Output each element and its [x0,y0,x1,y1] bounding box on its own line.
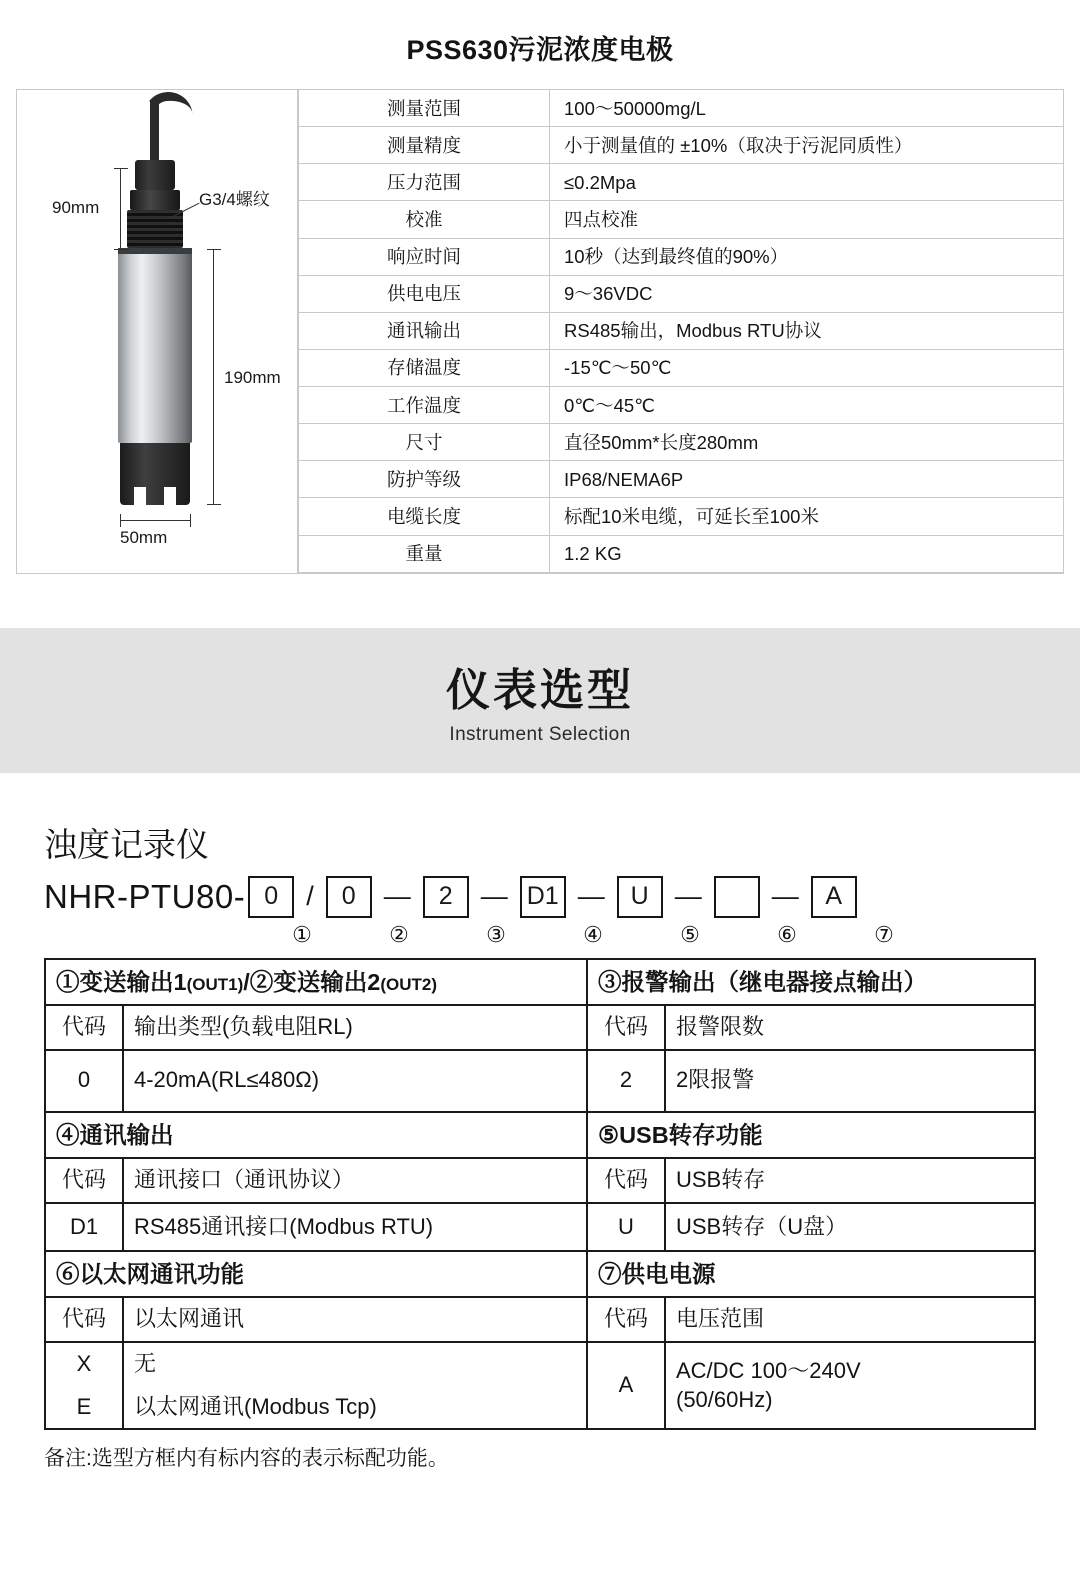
spec-value: 1.2 KG [550,535,1064,572]
out12-header-text: ①变送输出1 [56,968,187,995]
spec-key: 校准 [299,201,550,238]
eth-code-1: X [45,1342,123,1386]
separator-3: — [480,881,508,912]
out12-header [45,959,587,1006]
table-row [299,275,1064,312]
code-box-2[interactable]: 0 [326,876,372,918]
dim-90mm-line [120,168,121,250]
table-row [299,349,1064,386]
power-value-line1: AC/DC 100～240V [676,1358,861,1384]
out-value: 4-20mA(RL≤480Ω) [123,1050,587,1112]
table-row [299,201,1064,238]
spec-key: 工作温度 [299,387,550,424]
spec-value: IP68/NEMA6P [550,461,1064,498]
eth-value-1: 无 [123,1342,587,1386]
table-row [299,238,1064,275]
table-row [299,312,1064,349]
spec-key: 防护等级 [299,461,550,498]
code-index-7: ⑦ [874,921,894,947]
table-row [299,498,1064,535]
code-index-1: ① [292,921,312,947]
spec-key: 响应时间 [299,238,550,275]
code-index-6: ⑥ [777,921,797,947]
alarm-header: ③报警输出（继电器接点输出） [587,959,1035,1006]
table-row [45,1050,1035,1112]
model-prefix: NHR-PTU80- [44,877,246,915]
probe-illustration [17,90,297,560]
spec-value: 0℃～45℃ [550,387,1064,424]
probe-tip-slot-icon [134,487,146,505]
table-row [299,424,1064,461]
code-index-5: ⑤ [680,921,700,947]
spec-key: 存储温度 [299,349,550,386]
usb-sub-header: USB转存 [665,1158,1035,1203]
out1-sub: (OUT1) [186,974,244,994]
table-row [45,1158,1035,1203]
table-row [45,1342,1035,1386]
dim-190mm-label: 190mm [224,368,281,387]
selection-note: 备注:选型方框内有标内容的表示标配功能。 [44,1447,449,1471]
product-drawing [17,90,298,573]
separator-6: — [771,881,799,912]
band-title-en: Instrument Selection [449,724,631,746]
table-row [299,127,1064,164]
spec-panel [16,89,1064,574]
out-type-header: 输出类型(负载电阻RL) [123,1005,587,1050]
table-row [45,1203,1035,1251]
probe-body-icon [118,248,192,443]
spec-key: 重量 [299,535,550,572]
col-code-label-1: 代码 [45,1005,123,1050]
code-box-7[interactable]: A [811,876,857,918]
table-row [299,90,1064,127]
dim-90mm-tick-bottom [114,249,128,250]
table-row [299,535,1064,572]
dim-50mm-tick-right [190,514,191,527]
model-selection-section [0,819,1080,1473]
alarm-code: 2 [587,1050,665,1112]
probe-tip-slot-icon [164,487,176,505]
power-sub-header: 电压范围 [665,1297,1035,1342]
product-spec-section [0,0,1080,574]
comm-code: D1 [45,1203,123,1251]
out2-sub: (OUT2) [380,974,438,994]
separator-4: — [577,881,605,912]
page-title: PSS630污泥浓度电极 [406,35,674,65]
table-row [45,1251,1035,1298]
code-index-4: ④ [583,921,603,947]
code-box-4[interactable]: D1 [520,876,566,918]
table-row [299,461,1064,498]
band-title-cn: 仪表选型 [446,666,634,716]
comm-header: ④通讯输出 [45,1112,587,1159]
spec-key: 测量精度 [299,127,550,164]
spec-value: 标配10米电缆，可延长至100米 [550,498,1064,535]
spec-key: 供电电压 [299,275,550,312]
thread-label: G3/4螺纹 [199,190,270,209]
table-row [45,959,1035,1006]
alarm-limit-header: 报警限数 [665,1005,1035,1050]
separator-1: / [306,881,314,912]
device-name: 浊度记录仪 [44,825,209,863]
power-value-line2: (50/60Hz) [676,1386,773,1412]
table-row [45,1112,1035,1159]
code-box-6[interactable] [714,876,760,918]
spec-value: -15℃～50℃ [550,349,1064,386]
eth-value-2: 以太网通讯(Modbus Tcp) [123,1386,587,1430]
spec-table [298,90,1063,573]
code-box-5[interactable]: U [617,876,663,918]
spec-value: 小于测量值的 ±10%（取决于污泥同质性） [550,127,1064,164]
usb-code: U [587,1203,665,1251]
code-box-1[interactable]: 0 [248,876,294,918]
code-index-3: ③ [486,921,506,947]
cable-gland-lower-icon [130,190,180,210]
spec-value: 9～36VDC [550,275,1064,312]
dim-190mm-tick-bottom [207,504,221,505]
comm-iface-header: 通讯接口（通讯协议） [123,1158,587,1203]
separator-2: — [383,881,411,912]
code-index-2: ② [389,921,409,947]
power-code: A [587,1342,665,1429]
table-row [45,1005,1035,1050]
col-code-label-5: 代码 [45,1297,123,1342]
dim-190mm-line [213,249,214,505]
spec-key: 尺寸 [299,424,550,461]
model-code-row [44,876,1036,918]
col-code-label-6: 代码 [587,1297,665,1342]
section-band [0,628,1080,773]
spec-value: 10秒（达到最终值的90%） [550,238,1064,275]
power-header: ⑦供电电源 [587,1251,1035,1298]
spec-value: RS485输出，Modbus RTU协议 [550,312,1064,349]
spec-value: 100～50000mg/L [550,90,1064,127]
spec-key: 通讯输出 [299,312,550,349]
out2-header-text: /②变送输出2 [243,968,381,995]
col-code-label-4: 代码 [587,1158,665,1203]
usb-header: ⑤USB转存功能 [587,1112,1035,1159]
out-code: 0 [45,1050,123,1112]
usb-value: USB转存（U盘） [665,1203,1035,1251]
spec-value: 直径50mm*长度280mm [550,424,1064,461]
separator-5: — [674,881,702,912]
code-box-3[interactable]: 2 [423,876,469,918]
power-value [665,1342,1035,1429]
dim-50mm-line [120,520,190,521]
eth-code-2: E [45,1386,123,1430]
dim-50mm-tick-left [120,514,121,527]
dim-190mm-tick-top [207,249,221,250]
probe-tip-icon [120,443,190,505]
spec-key: 电缆长度 [299,498,550,535]
dim-90mm-tick-top [114,168,128,169]
table-row [299,164,1064,201]
spec-key: 压力范围 [299,164,550,201]
col-code-label-3: 代码 [45,1158,123,1203]
cable-gland-icon [135,160,175,190]
code-index-row [44,922,1036,948]
spec-key: 测量范围 [299,90,550,127]
table-row [45,1297,1035,1342]
table-row [299,387,1064,424]
dim-50mm-label: 50mm [120,528,168,547]
comm-value: RS485通讯接口(Modbus RTU) [123,1203,587,1251]
spec-value: ≤0.2Mpa [550,164,1064,201]
col-code-label-2: 代码 [587,1005,665,1050]
eth-header: ⑥以太网通讯功能 [45,1251,587,1298]
dim-90mm-label: 90mm [52,198,100,217]
spec-value: 四点校准 [550,201,1064,238]
eth-sub-header: 以太网通讯 [123,1297,587,1342]
selection-table [44,958,1036,1431]
alarm-value: 2限报警 [665,1050,1035,1112]
